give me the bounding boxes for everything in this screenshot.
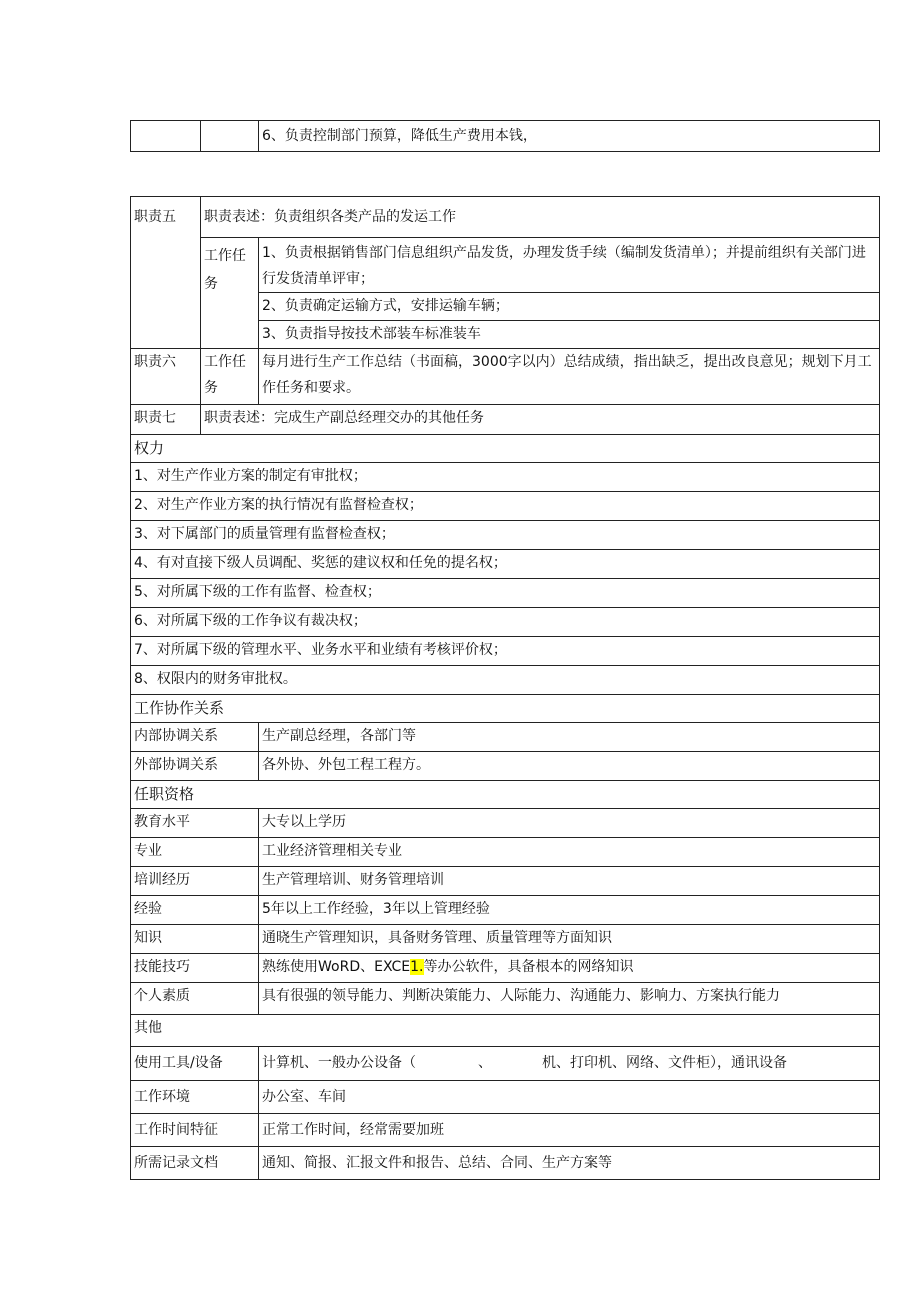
top-row-text: 6、负责控制部门预算，降低生产费用本钱， [259, 121, 880, 152]
main-table [130, 196, 880, 1180]
duty5-task-label: 工作任务 [201, 238, 259, 349]
qualification-label: 教育水平 [131, 809, 259, 838]
other-label: 工作时间特征 [131, 1114, 259, 1147]
relation-label: 外部协调关系 [131, 752, 259, 781]
qualification-value: 生产管理培训、财务管理培训 [259, 867, 880, 896]
qualification-label: 技能技巧 [131, 954, 259, 983]
duty7-description: 职责表述：完成生产副总经理交办的其他任务 [201, 405, 880, 435]
tools-text-c: 机、打印机、网络、文件柜），通讯设备 [542, 1055, 787, 1071]
top-table [130, 120, 880, 152]
duty5-task-1: 1、负责根据销售部门信息组织产品发货，办理发货手续（编制发货清单）；并提前组织有关部门进行发货清单评审； [259, 238, 880, 293]
qualification-label: 经验 [131, 896, 259, 925]
duty7-label: 职责七 [131, 405, 201, 435]
relation-value: 各外协、外包工程工程方。 [259, 752, 880, 781]
tools-value [259, 1047, 880, 1081]
relation-label: 内部协调关系 [131, 723, 259, 752]
relation-value: 生产副总经理，各部门等 [259, 723, 880, 752]
other-value: 通知、简报、汇报文件和报告、总结、合同、生产方案等 [259, 1147, 880, 1180]
qualification-value: 通晓生产管理知识，具备财务管理、质量管理等方面知识 [259, 925, 880, 954]
other-value: 正常工作时间，经常需要加班 [259, 1114, 880, 1147]
duty6-label: 职责六 [131, 349, 201, 405]
other-label: 所需记录文档 [131, 1147, 259, 1180]
power-item: 7、对所属下级的管理水平、业务水平和业绩有考核评价权； [131, 637, 880, 666]
skills-highlight: 1. [410, 959, 424, 975]
qualification-label: 知识 [131, 925, 259, 954]
relations-title: 工作协作关系 [131, 695, 880, 723]
tools-text-a: 计算机、一般办公设备（ [262, 1055, 416, 1071]
skills-text-pre: 熟练使用WoRD、EXCE [262, 959, 411, 975]
qualification-label: 个人素质 [131, 983, 259, 1015]
other-label: 工作环境 [131, 1081, 259, 1114]
tools-label: 使用工具/设备 [131, 1047, 259, 1081]
top-empty-cell-1 [131, 121, 201, 152]
top-empty-cell-2 [201, 121, 259, 152]
qualification-value: 具有很强的领导能力、判断决策能力、人际能力、沟通能力、影响力、方案执行能力 [259, 983, 880, 1015]
qualification-value: 工业经济管理相关专业 [259, 838, 880, 867]
qualification-value-skills [259, 954, 880, 983]
duty5-task-3: 3、负责指导按技术部装车标准装车 [259, 321, 880, 349]
qualification-value: 5年以上工作经验，3年以上管理经验 [259, 896, 880, 925]
other-title: 其他 [131, 1015, 880, 1047]
duty5-task-2: 2、负责确定运输方式，安排运输车辆； [259, 293, 880, 321]
tools-text-b: 、 [478, 1055, 492, 1071]
duty5-label: 职责五 [131, 197, 201, 349]
power-item: 8、权限内的财务审批权。 [131, 666, 880, 695]
skills-text-post: 等办公软件，具备根本的网络知识 [423, 959, 634, 975]
power-item: 5、对所属下级的工作有监督、检查权； [131, 579, 880, 608]
power-item: 1、对生产作业方案的制定有审批权； [131, 463, 880, 492]
powers-title: 权力 [131, 435, 880, 463]
duty6-task-label: 工作任务 [201, 349, 259, 405]
qualification-label: 专业 [131, 838, 259, 867]
qualifications-title: 任职资格 [131, 781, 880, 809]
power-item: 3、对下属部门的质量管理有监督检查权； [131, 521, 880, 550]
power-item: 4、有对直接下级人员调配、奖惩的建议权和任免的提名权； [131, 550, 880, 579]
other-value: 办公室、车间 [259, 1081, 880, 1114]
qualification-value: 大专以上学历 [259, 809, 880, 838]
qualification-label: 培训经历 [131, 867, 259, 896]
power-item: 2、对生产作业方案的执行情况有监督检查权； [131, 492, 880, 521]
power-item: 6、对所属下级的工作争议有裁决权； [131, 608, 880, 637]
duty6-task: 每月进行生产工作总结（书面稿，3000字以内）总结成绩，指出缺乏，提出改良意见；规划下月工作任务和要求。 [259, 349, 880, 405]
duty5-description: 职责表述：负责组织各类产品的发运工作 [201, 197, 880, 238]
